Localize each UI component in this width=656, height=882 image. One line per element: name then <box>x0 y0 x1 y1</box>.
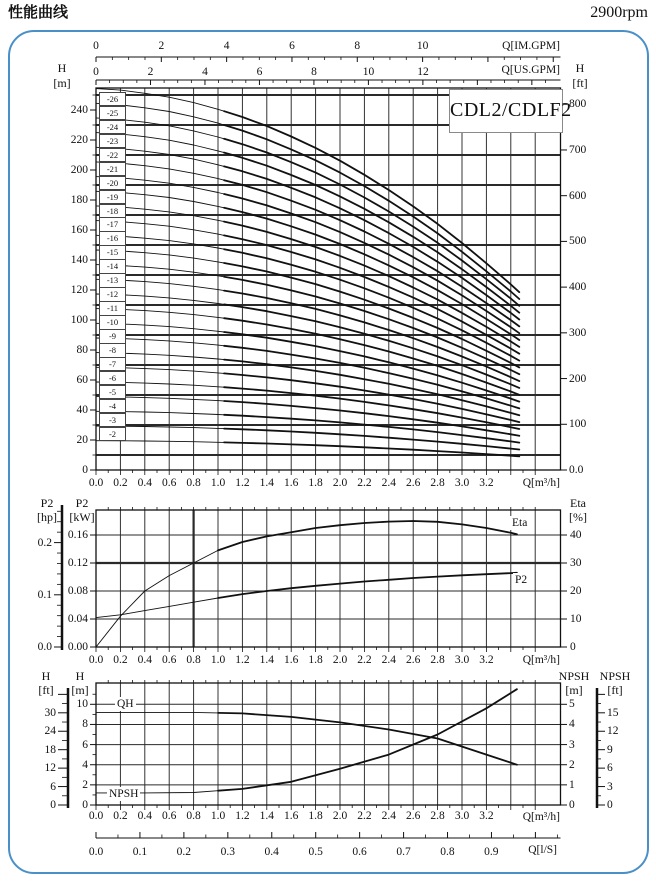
tick-label: 0.6 <box>162 477 177 489</box>
tick-label: 0.8 <box>186 477 201 489</box>
axis-label-imgpm: Q[IM.GPM] <box>502 40 560 52</box>
npsh-ft-header: NPSH <box>599 669 631 683</box>
stage-curve-label: -6 <box>99 371 126 386</box>
p2-kw-header: P2 <box>75 496 89 510</box>
tick-label: 3.2 <box>479 654 494 666</box>
tick-label: 1.6 <box>284 654 299 666</box>
tick-label: 1.2 <box>235 810 250 822</box>
tick-label: 3.2 <box>479 477 494 489</box>
eta-curve-label: Eta <box>512 517 528 529</box>
tick-label: 12 <box>417 66 429 78</box>
tick-label: 0.9 <box>484 846 499 858</box>
tick-label: 2.6 <box>406 477 421 489</box>
tick-label: 0.0 <box>88 810 104 822</box>
head-axis-h-left: H <box>57 61 67 75</box>
tick-label: 0.8 <box>440 846 455 858</box>
tick-label: 10 <box>76 698 88 711</box>
tick-label: 1.4 <box>259 810 274 822</box>
tick-label: 0.3 <box>220 846 235 858</box>
tick-label: 0.1 <box>37 588 52 601</box>
tick-label: 4 <box>202 66 208 78</box>
tick-label: 6 <box>256 66 263 78</box>
tick-label: 0 <box>93 66 99 78</box>
stage-curve-label: -19 <box>99 190 126 205</box>
stage-curve-label: -7 <box>99 357 126 372</box>
npsh-curve-label: NPSH <box>109 788 139 800</box>
tick-label: 0.8 <box>186 654 201 666</box>
tick-label: 6 <box>289 40 295 52</box>
tick-label: 1.6 <box>284 810 299 822</box>
stage-curve-label: -17 <box>99 217 126 232</box>
tick-label: 0.0 <box>569 464 584 476</box>
tick-label: 2.8 <box>430 477 445 489</box>
tick-label: 0.2 <box>113 810 128 822</box>
stage-curve-label: -21 <box>99 162 126 177</box>
tick-label: 2 <box>147 66 154 78</box>
tick-label: 10 <box>362 66 375 78</box>
tick-label: 12 <box>607 725 619 738</box>
tick-label: 4 <box>82 758 88 771</box>
tick-label: 0.4 <box>137 810 152 822</box>
tick-label: 0.0 <box>37 641 52 653</box>
tick-label: 0.5 <box>308 846 323 858</box>
tick-label: 2.0 <box>332 810 348 822</box>
npsh-m-header: NPSH <box>558 669 590 683</box>
tick-label: 1.6 <box>284 477 299 489</box>
tick-label: 2 <box>569 758 575 771</box>
tick-label: 1.2 <box>235 477 250 489</box>
tick-label: 9 <box>607 743 613 756</box>
stage-curve-label: -18 <box>99 204 126 219</box>
stage-curve-label: -3 <box>99 413 126 428</box>
tick-label: 0 <box>82 799 88 811</box>
tick-label: 0 <box>569 799 575 811</box>
head-axis-m-unit: [m] <box>53 76 71 90</box>
tick-label: 2.0 <box>332 654 348 666</box>
tick-label: 2.2 <box>357 654 372 666</box>
bot-hm-header: H <box>75 669 85 683</box>
stage-curve-label: -13 <box>99 273 126 288</box>
tick-label: 8 <box>82 718 88 731</box>
head-axis-ft-unit: [ft] <box>572 76 588 90</box>
tick-label: 30 <box>570 557 582 569</box>
tick-label: 1 <box>569 778 575 791</box>
tick-label: 1.4 <box>259 477 274 489</box>
tick-label: 20 <box>76 434 88 446</box>
tick-label: 2.2 <box>357 810 372 822</box>
tick-label: 2.4 <box>381 654 396 666</box>
tick-label: 1.4 <box>259 654 274 666</box>
stage-curve-label: -11 <box>99 301 126 316</box>
ls-axis-label: Q[l/S] <box>528 844 557 856</box>
stage-curve-label: -14 <box>99 259 126 274</box>
tick-label: 6 <box>50 780 56 793</box>
tick-label: 1.0 <box>210 477 226 489</box>
tick-label: 1.8 <box>308 810 323 822</box>
tick-label: 3 <box>569 738 575 751</box>
model-label-box <box>449 89 572 133</box>
tick-label: 2 <box>158 40 165 52</box>
tick-label: 10 <box>416 40 429 52</box>
tick-label: 12 <box>44 762 56 775</box>
tick-label: 0.6 <box>352 846 367 858</box>
tick-label: 2.4 <box>381 477 396 489</box>
tick-label: 800 <box>569 98 587 111</box>
tick-label: 1.0 <box>210 654 226 666</box>
tick-label: 8 <box>311 66 317 78</box>
tick-label: 40 <box>570 529 582 541</box>
tick-label: 0.4 <box>137 654 152 666</box>
tick-label: 2 <box>82 778 88 791</box>
tick-label: 20 <box>570 585 582 597</box>
stage-curve-label: -23 <box>99 134 126 149</box>
tick-label: 1.8 <box>308 654 323 666</box>
tick-label: 3.0 <box>454 477 470 489</box>
stage-curve-label: -20 <box>99 176 126 191</box>
tick-label: 0.0 <box>88 846 104 858</box>
tick-label: 3.0 <box>454 810 470 822</box>
bot-munit-header: [m] <box>71 683 89 697</box>
stage-curve-label: -12 <box>99 287 126 302</box>
tick-label: 6 <box>607 762 613 775</box>
tick-label: 400 <box>569 281 587 294</box>
tick-label: 2.6 <box>406 810 421 822</box>
page-title: 性能曲线 <box>8 3 69 21</box>
tick-label: 0.4 <box>264 846 279 858</box>
kw-unit-header: [kW] <box>69 510 95 524</box>
mid-q-axis-label: Q[m³/h] <box>522 654 560 666</box>
stage-curve-label: -4 <box>99 399 126 414</box>
stage-curve-label: -9 <box>99 329 126 344</box>
tick-label: 24 <box>44 725 56 738</box>
stage-curve-label: -2 <box>99 427 126 442</box>
tick-label: 0.6 <box>162 810 177 822</box>
tick-label: 6 <box>82 738 88 751</box>
tick-label: 0.8 <box>186 810 201 822</box>
tick-label: 3 <box>607 780 613 793</box>
stage-curve-label: -5 <box>99 385 126 400</box>
tick-label: 2.8 <box>430 654 445 666</box>
tick-label: 2.2 <box>357 477 372 489</box>
stage-curve-label: -26 <box>99 92 126 107</box>
tick-label: 40 <box>76 404 88 416</box>
pct-unit-header: [%] <box>569 510 587 524</box>
stage-curve-label: -22 <box>99 148 126 163</box>
tick-label: 0 <box>93 40 99 52</box>
head-axis-h-right: H <box>575 61 585 75</box>
tick-label: 0 <box>607 799 613 811</box>
tick-label: 2.4 <box>381 810 396 822</box>
tick-label: 700 <box>569 143 587 156</box>
tick-label: 200 <box>70 164 88 176</box>
eta-axis-header: Eta <box>570 496 586 510</box>
tick-label: 3.2 <box>479 810 494 822</box>
tick-label: 15 <box>607 706 619 719</box>
bot-q-axis-label: Q[m³/h] <box>522 811 560 823</box>
stage-curve-label: -25 <box>99 106 126 121</box>
tick-label: 0.00 <box>67 641 88 653</box>
tick-label: 0.04 <box>67 613 88 625</box>
tick-label: 30 <box>44 706 56 719</box>
tick-label: 1.2 <box>235 654 250 666</box>
tick-label: 120 <box>70 284 88 296</box>
tick-label: 240 <box>70 104 88 116</box>
tick-label: 500 <box>569 235 587 248</box>
tick-label: 0.0 <box>88 654 104 666</box>
axis-label-usgpm: Q[US.GPM] <box>501 64 560 76</box>
tick-label: 4 <box>569 718 575 731</box>
tick-label: 2.0 <box>332 477 348 489</box>
tick-label: 200 <box>569 372 587 385</box>
tick-label: 3.0 <box>454 654 470 666</box>
tick-label: 0.08 <box>67 585 88 597</box>
tick-label: 100 <box>569 418 587 431</box>
bot-ftunit-header: [ft] <box>38 683 54 697</box>
model-label: CDL2/CDLF2 <box>450 99 572 121</box>
stage-curve-label: -8 <box>99 343 126 358</box>
tick-label: 220 <box>70 134 88 146</box>
tick-label: 18 <box>44 743 56 756</box>
tick-label: 0.1 <box>132 846 148 858</box>
tick-label: 0.2 <box>37 536 52 549</box>
tick-label: 2.6 <box>406 654 421 666</box>
hp-unit-header: [hp] <box>37 510 57 524</box>
bot-hft-header: H <box>41 669 51 683</box>
stage-curve-label: -15 <box>99 245 126 260</box>
tick-label: 600 <box>569 189 587 202</box>
tick-label: 0.0 <box>88 477 104 489</box>
tick-label: 10 <box>570 613 582 625</box>
tick-label: 80 <box>76 344 88 356</box>
main-q-axis-label: Q[m³/h] <box>522 477 560 489</box>
tick-label: 300 <box>569 326 587 339</box>
npsh-ft-unit: [ft] <box>607 683 623 697</box>
p2-hp-header: P2 <box>40 496 54 510</box>
tick-label: 0 <box>570 641 576 653</box>
tick-label: 180 <box>70 194 88 206</box>
npsh-m-unit: [m] <box>565 683 583 697</box>
tick-label: 1.0 <box>210 810 226 822</box>
tick-label: 0 <box>82 464 88 476</box>
tick-label: 60 <box>76 374 88 386</box>
tick-label: 5 <box>569 698 575 711</box>
stage-curve-label: -10 <box>99 315 126 330</box>
tick-label: 4 <box>223 40 230 52</box>
tick-label: 1.8 <box>308 477 323 489</box>
tick-label: 0.4 <box>137 477 152 489</box>
tick-label: 160 <box>70 224 88 236</box>
qh-curve-label: QH <box>117 698 134 710</box>
tick-label: 0.2 <box>113 477 128 489</box>
p2-curve-label: P2 <box>515 574 528 586</box>
tick-label: 0 <box>50 799 56 811</box>
tick-label: 0.12 <box>67 557 88 569</box>
tick-label: 0.6 <box>162 654 177 666</box>
tick-label: 0.16 <box>67 529 88 541</box>
tick-label: 140 <box>70 254 88 266</box>
tick-label: 100 <box>70 314 88 326</box>
tick-label: 0.2 <box>176 846 192 858</box>
stage-curve-label: -24 <box>99 120 126 135</box>
tick-label: 0.2 <box>113 654 128 666</box>
stage-curve-label: -16 <box>99 231 126 246</box>
tick-label: 2.8 <box>430 810 445 822</box>
rpm-label: 2900rpm <box>590 4 648 21</box>
tick-label: 0.7 <box>396 846 411 858</box>
tick-label: 8 <box>354 40 361 52</box>
